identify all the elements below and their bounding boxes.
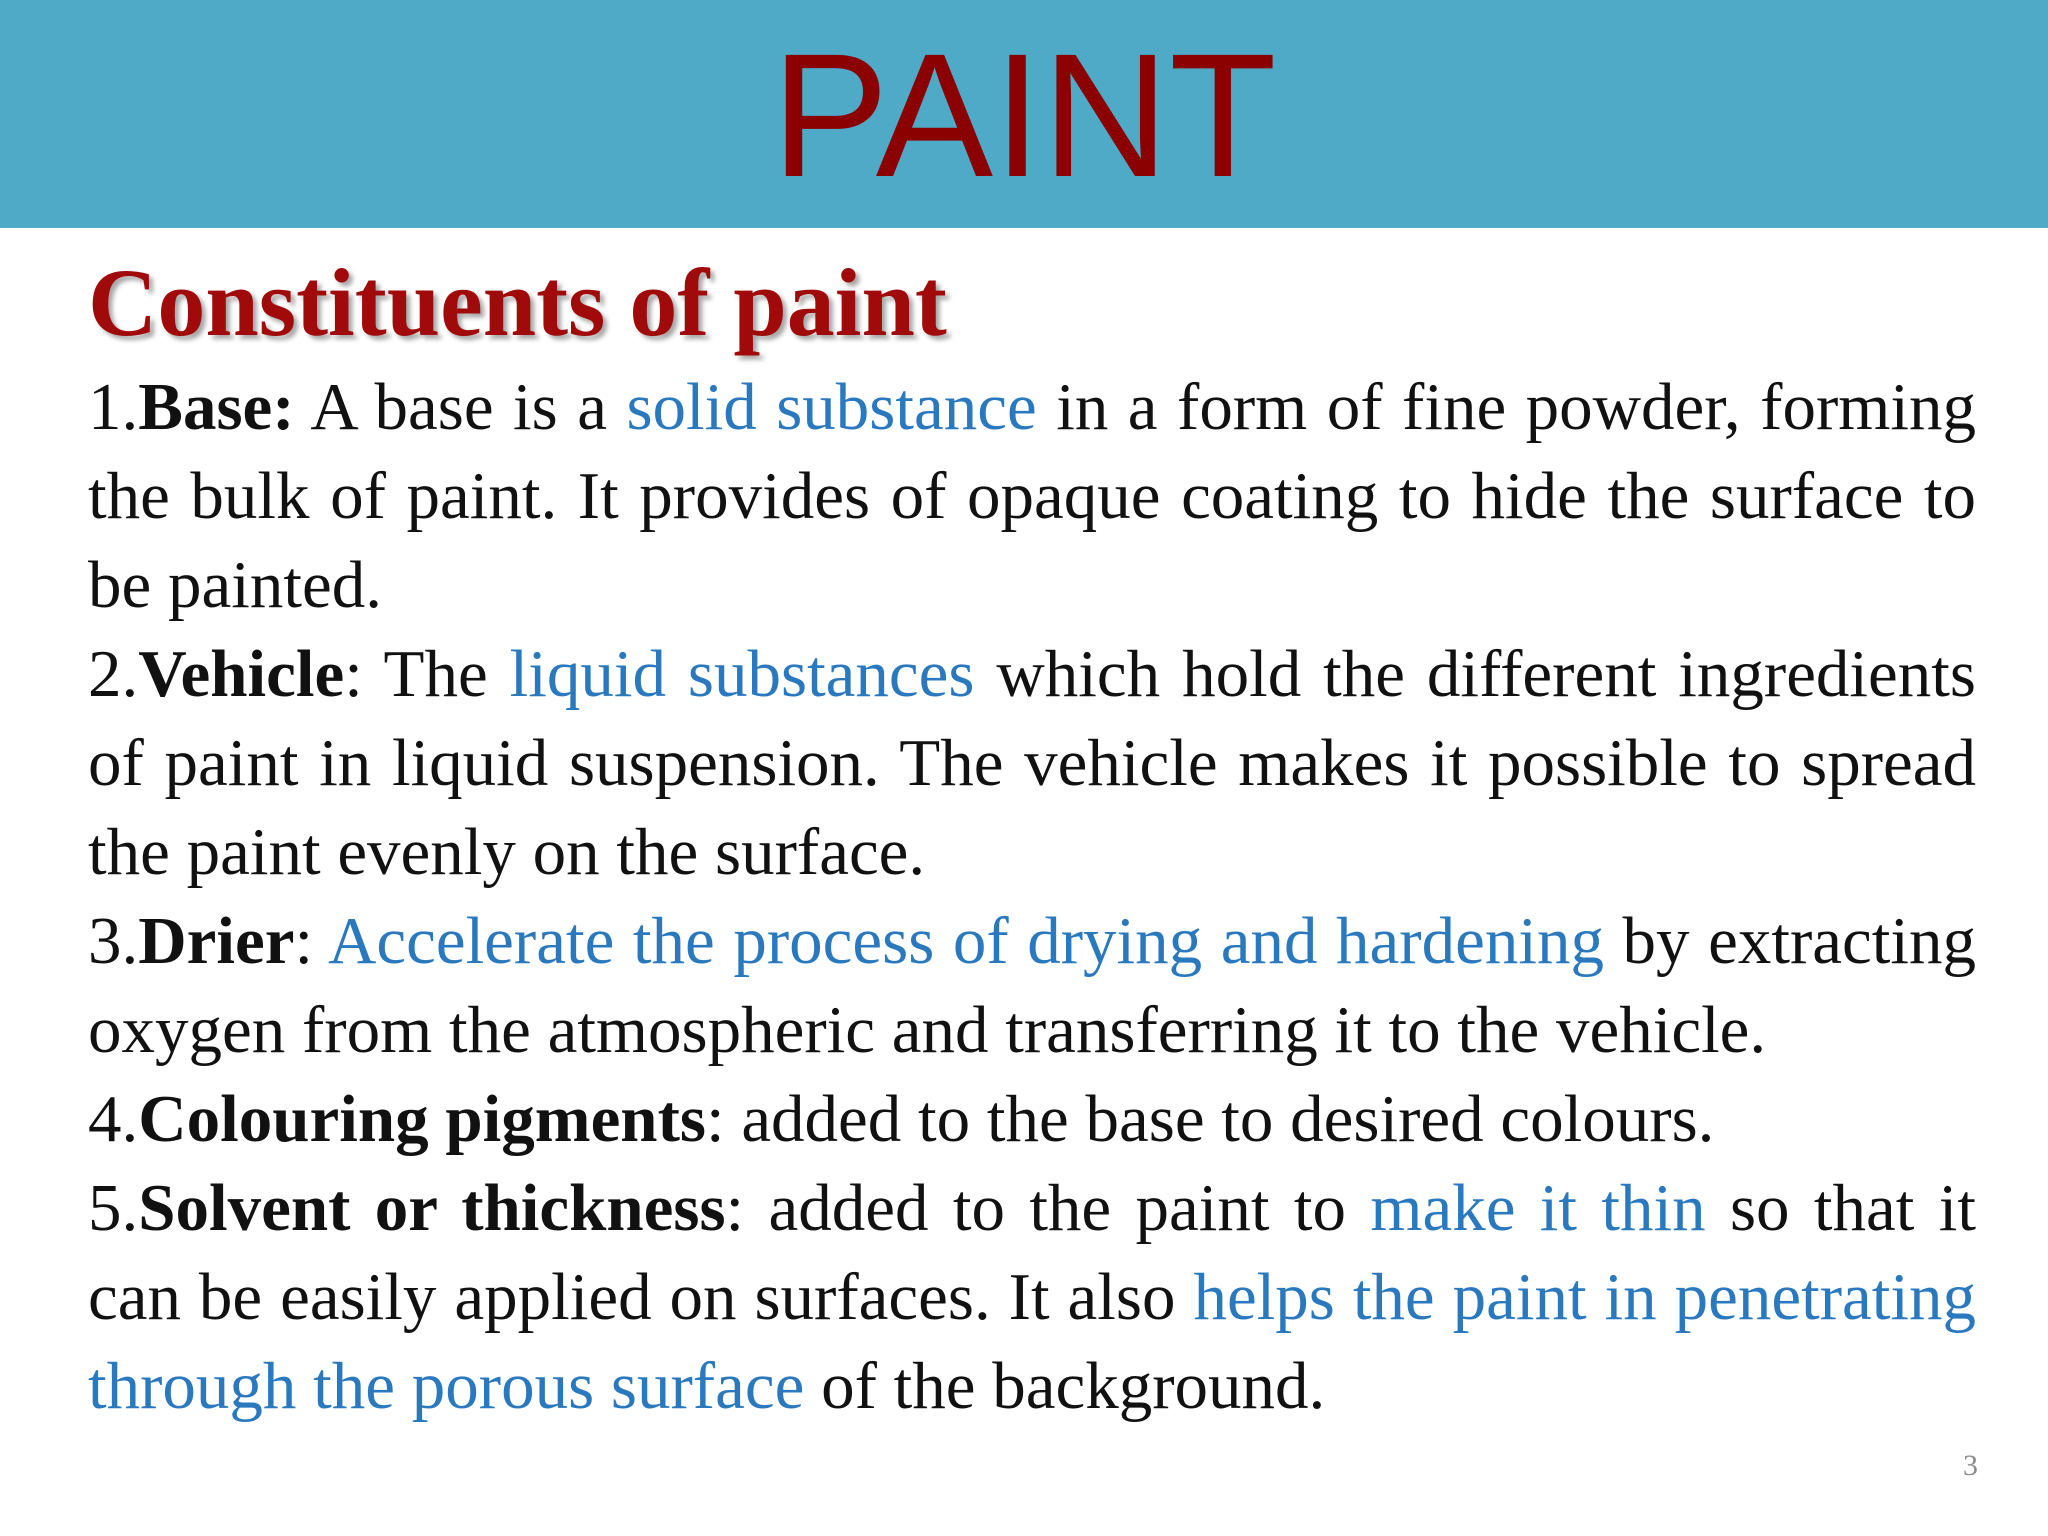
item-number: 2. <box>88 637 139 711</box>
item-term: Vehicle <box>138 637 345 711</box>
item-text: : added to the paint to <box>725 1171 1371 1245</box>
item-number: 1. <box>88 370 139 444</box>
slide-number: 3 <box>1963 1449 1978 1482</box>
title-banner <box>0 0 2048 228</box>
list-item-colouring-pigments <box>88 1075 1976 1164</box>
list-item-base <box>88 363 1976 630</box>
item-highlight: helps the paint in penetrating through the porous surface <box>88 1260 1976 1423</box>
item-term: Base: <box>138 370 295 444</box>
item-highlight: solid substance <box>626 370 1037 444</box>
item-text: : added to the base to desired colours. <box>705 1082 1715 1156</box>
item-term: Colouring pigments <box>138 1082 706 1156</box>
constituents-list <box>88 363 1976 1431</box>
item-term: Drier <box>138 904 295 978</box>
item-text: in a form of fine powder, forming the bulk of paint. It provides of opaque coating to hide the surface to be painted. <box>88 370 1977 622</box>
item-text: so that it can be easily applied on surfaces. It also <box>88 1171 1976 1334</box>
item-highlight: liquid substances <box>509 637 975 711</box>
list-item-drier <box>88 897 1976 1075</box>
page-title: PAINT <box>771 18 1277 214</box>
item-text: which hold the different ingredients of paint in liquid suspension. The vehicle makes it possible to spread the paint evenly on the surface. <box>88 637 1976 889</box>
item-highlight: Accelerate the process of drying and hardening <box>327 904 1604 978</box>
item-number: 4. <box>88 1082 139 1156</box>
section-heading: Constituents of paint <box>88 249 947 356</box>
item-text: of the background. <box>804 1349 1326 1423</box>
list-item-vehicle <box>88 630 1976 897</box>
item-number: 5. <box>88 1171 139 1245</box>
item-highlight: make it thin <box>1370 1171 1706 1245</box>
list-item-solvent <box>88 1164 1976 1431</box>
item-text: by extracting oxygen from the atmospheric and transferring it to the vehicle. <box>88 904 1976 1067</box>
item-term: Solvent or thickness <box>138 1171 726 1245</box>
item-text: A base is a <box>294 370 627 444</box>
item-number: 3. <box>88 904 139 978</box>
item-text: : The <box>344 637 510 711</box>
item-text: : <box>294 904 328 978</box>
